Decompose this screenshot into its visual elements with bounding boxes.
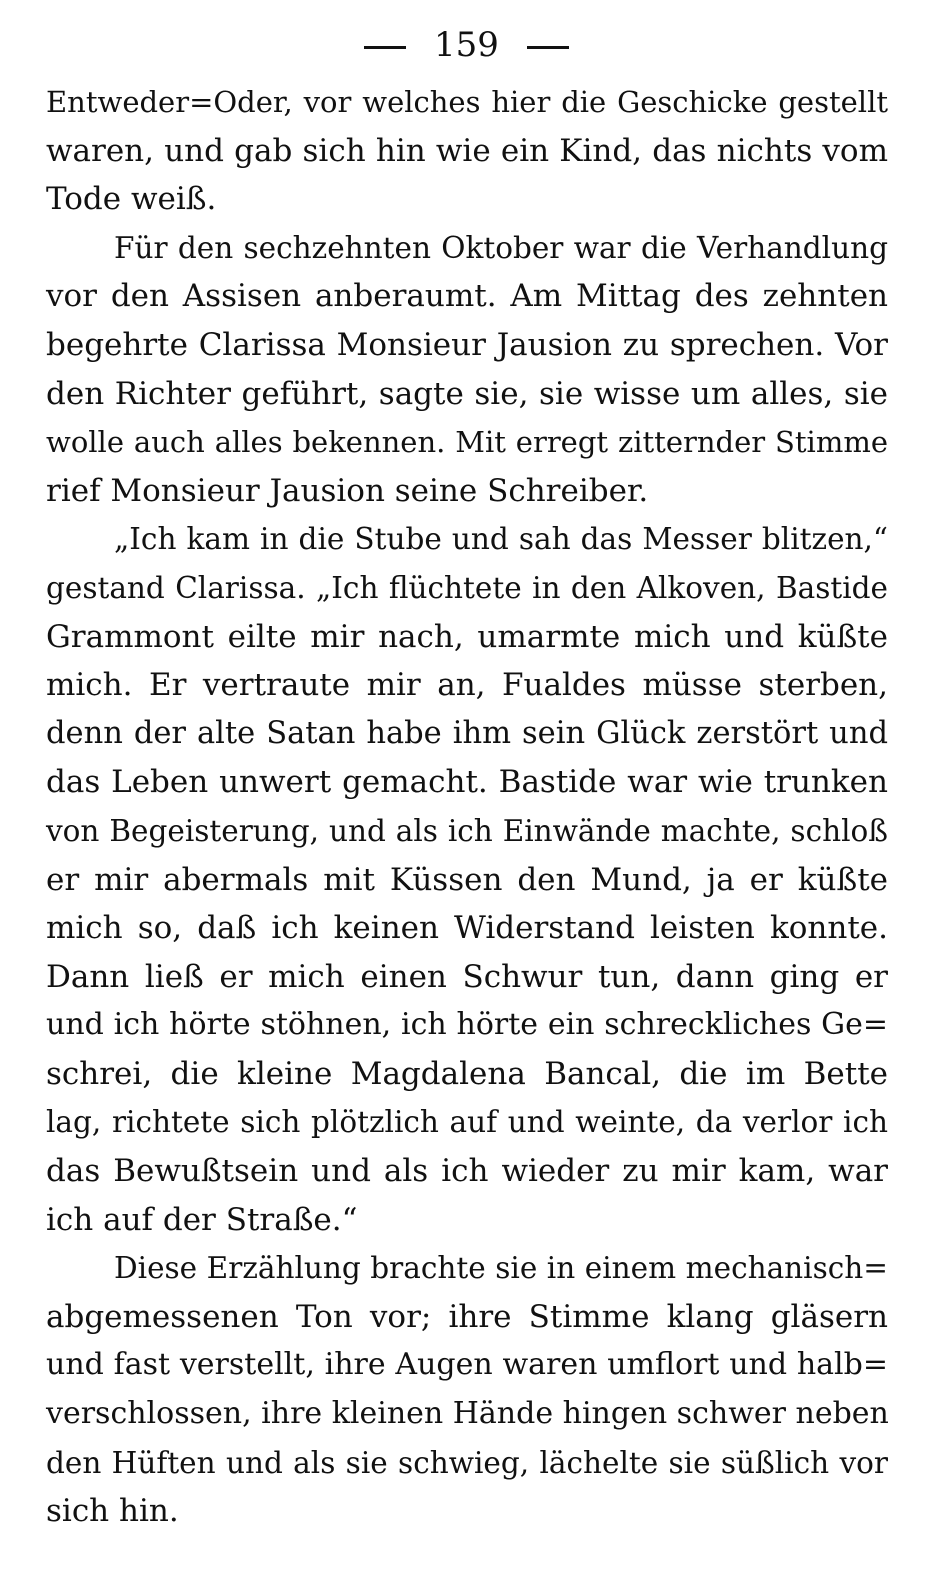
paragraph-1 [46, 78, 888, 224]
text-line: Entweder=Oder, vor welches hier die Geschicke gestellt [46, 85, 888, 119]
text-line: ich auf der Straße.“ [46, 1201, 358, 1238]
text-line: den Richter geführt, sagte sie, sie wisse um alles, sie [46, 375, 888, 412]
text-line: gestand Clarissa. „Ich flüchtete in den Alkoven, Bastide [46, 570, 888, 605]
text-line: lag, richtete sich plötzlich auf und weinte, da verlor ich [46, 1105, 888, 1140]
text-line: das Leben unwert gemacht. Bastide war wie trunken [46, 764, 888, 801]
text-line: waren, und gab sich hin wie ein Kind, das nichts vom [46, 132, 888, 169]
text-line: sich hin. [46, 1493, 179, 1530]
text-line: wolle auch alles bekennen. Mit erregt zitternder Stimme [46, 425, 888, 460]
paragraph-4 [46, 1244, 888, 1536]
page-number: 159 [434, 25, 499, 65]
text-line: von Begeisterung, und als ich Einwände machte, schloß [46, 813, 888, 848]
text-line: mich. Er vertraute mir an, Fualdes müsse sterben, [46, 667, 888, 704]
text-line: vor den Assisen anberaumt. Am Mittag des zehnten [46, 278, 888, 315]
text-line: denn der alte Satan habe ihm sein Glück zerstört und [46, 715, 888, 751]
text-line: Dann ließ er mich einen Schwur tun, dann ging er [46, 958, 888, 995]
page-header [0, 20, 933, 70]
text-line: schrei, die kleine Magdalena Bancal, die im Bette [46, 1055, 888, 1092]
text-line: den Hüften und als sie schwieg, lächelte sie süßlich vor [46, 1445, 888, 1480]
header-dash-right [527, 46, 569, 49]
text-line: und fast verstellt, ihre Augen waren umflort und halb= [46, 1347, 888, 1383]
paragraph-3 [46, 515, 888, 1244]
text-line: Grammont eilte mir nach, umarmte mich und küßte [46, 618, 888, 655]
text-line: Diese Erzählung brachte sie in einem mechanisch= [114, 1251, 888, 1286]
text-line: Für den sechzehnten Oktober war die Verhandlung [114, 230, 888, 265]
text-line: er mir abermals mit Küssen den Mund, ja er küßte [46, 861, 888, 898]
paragraph-2 [46, 224, 888, 516]
text-line: mich so, daß ich keinen Widerstand leisten konnte. [46, 910, 888, 947]
text-line: rief Monsieur Jausion seine Schreiber. [46, 472, 649, 509]
text-line: abgemessenen Ton vor; ihre Stimme klang gläsern [46, 1298, 888, 1335]
text-line: verschlossen, ihre kleinen Hände hingen schwer neben [46, 1396, 889, 1432]
text-line: „Ich kam in die Stube und sah das Messer blitzen,“ [114, 522, 888, 557]
header-dash-left [364, 46, 406, 49]
text-line: begehrte Clarissa Monsieur Jausion zu sprechen. Vor [46, 326, 888, 363]
body-text [46, 78, 888, 1536]
text-line: und ich hörte stöhnen, ich hörte ein schreckliches Ge= [46, 1007, 888, 1043]
text-line: Tode weiß. [46, 181, 217, 218]
text-line: das Bewußtsein und als ich wieder zu mir kam, war [46, 1153, 888, 1190]
